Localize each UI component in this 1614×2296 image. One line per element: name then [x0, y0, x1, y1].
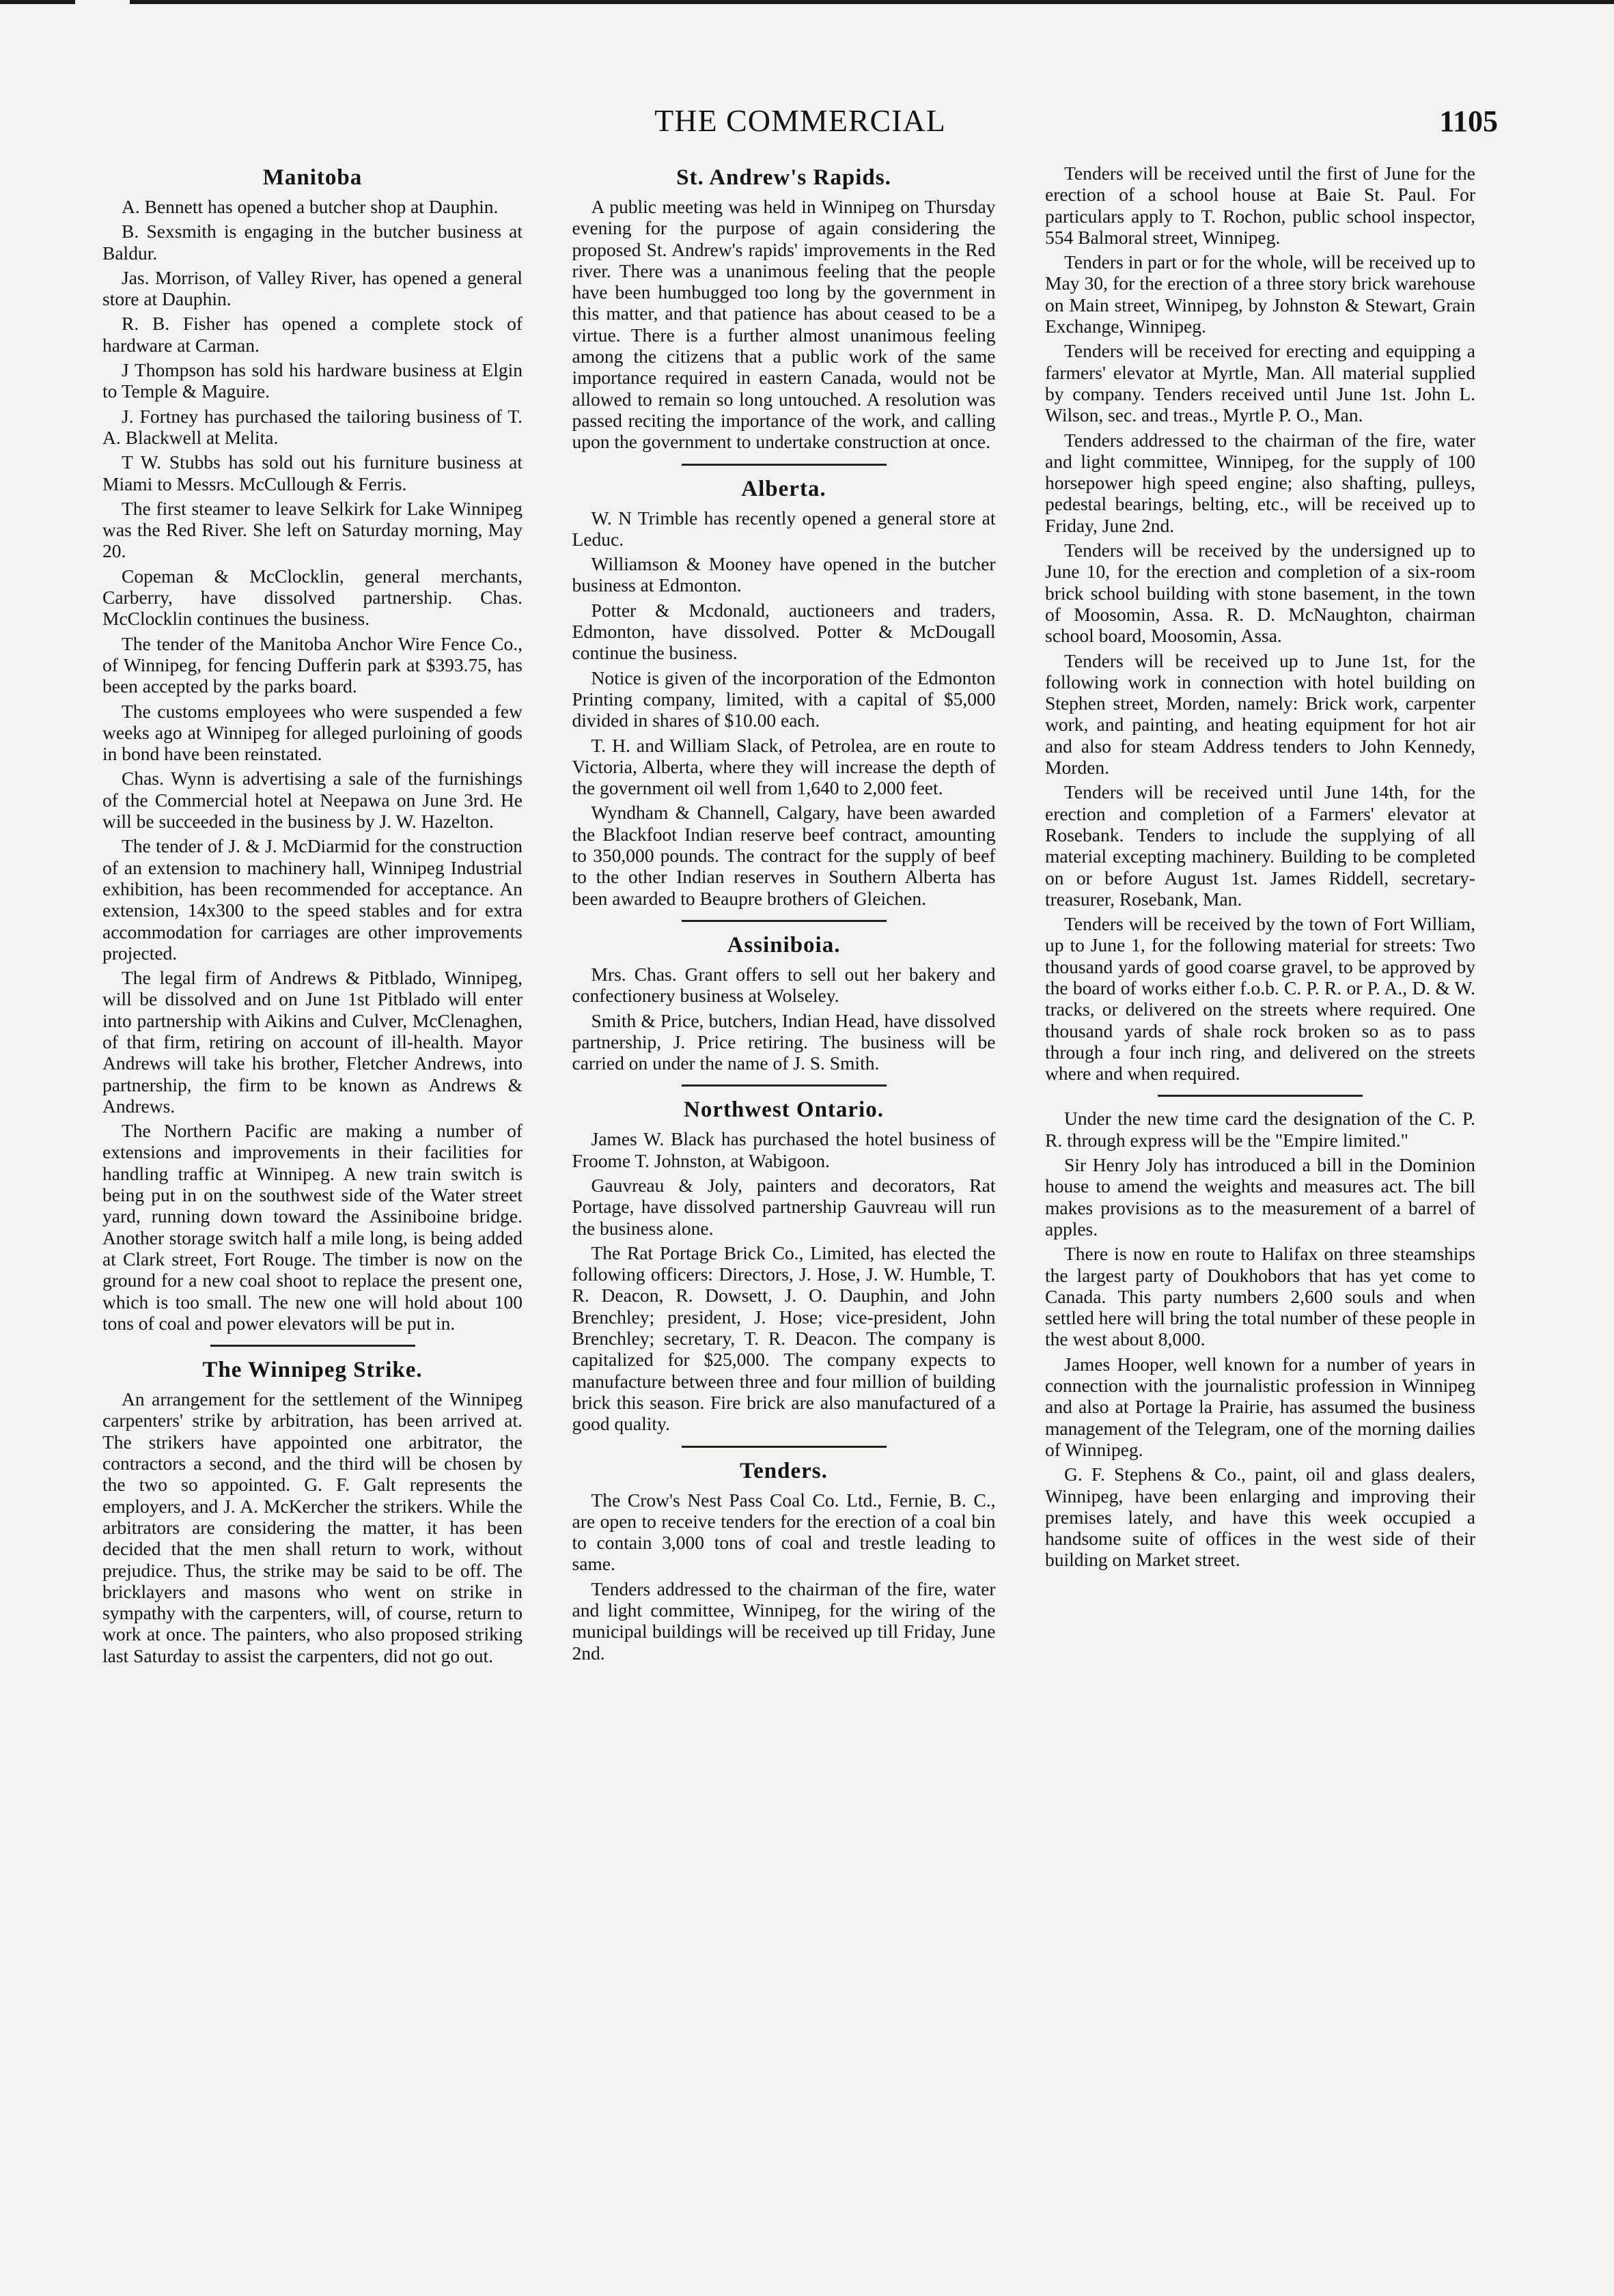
article-section: [572, 477, 996, 909]
article-section: [572, 165, 996, 453]
column-2: [572, 163, 996, 2252]
news-item: The Crow's Nest Pass Coal Co. Ltd., Fernie, B. C., are open to receive tenders for the erection of a coal bin to contain 3,000 tons of coal and trestle leading to same.: [572, 1489, 996, 1575]
news-item: The tender of J. & J. McDiarmid for the construction of an extension to machinery hall, Winnipeg Industrial exhibition, has been recommended for acceptance. An extension, 14x300 to the speed stables and for extra accommodation for carriages are other improvements projected.: [102, 835, 523, 964]
section-divider: [682, 920, 887, 922]
article-section: [1045, 163, 1475, 1084]
news-item: R. B. Fisher has opened a complete stock of hardware at Carman.: [102, 313, 523, 356]
news-item: T. H. and William Slack, of Petrolea, are en route to Victoria, Alberta, where they will increase the depth of the government oil well from 1,640 to 2,000 feet.: [572, 734, 996, 799]
news-item: Mrs. Chas. Grant offers to sell out her bakery and confectionery business at Wolseley.: [572, 963, 996, 1007]
article-section: [102, 1358, 523, 1666]
section-heading: Tenders.: [740, 1458, 828, 1483]
news-item: T W. Stubbs has sold out his furniture business at Miami to Messrs. McCullough & Ferris.: [102, 451, 523, 494]
news-item: Under the new time card the designation of the C. P. R. through express will be the "Empire limited.": [1045, 1108, 1475, 1151]
news-item: Tenders will be received until June 14th, for the erection and completion of a Farmers' elevator at Rosebank. Tenders to include the supplying of all material excepting machinery. Building to be completed on or before August 1st. James Riddell, secretary-treasurer, Rosebank, Man.: [1045, 781, 1475, 910]
top-border-line: [0, 0, 1614, 4]
page-header: [102, 102, 1498, 157]
section-heading: Manitoba: [262, 165, 363, 190]
article-section: [1045, 1108, 1475, 1570]
section-divider: [1158, 1095, 1363, 1097]
news-item: Gauvreau & Joly, painters and decorators, Rat Portage, have dissolved partnership Gauvreau will run the business alone.: [572, 1174, 996, 1239]
news-item: Wyndham & Channell, Calgary, have been awarded the Blackfoot Indian reserve beef contract, amounting to 350,000 pounds. The contract for the supply of beef to the other Indian reserves in Southern Alberta has been awarded to Beaupre brothers of Gleichen.: [572, 802, 996, 909]
news-item: The legal firm of Andrews & Pitblado, Winnipeg, will be dissolved and on June 1st Pitblado will enter into partnership with Aikins and Culver, McClenaghen, of that firm, retiring on account of ill-health. Mayor Andrews will take his brother, Fletcher Andrews, into partnership, the firm to be known as Andrews & Andrews.: [102, 967, 523, 1117]
news-item: Williamson & Mooney have opened in the butcher business at Edmonton.: [572, 553, 996, 596]
news-item: Copeman & McClocklin, general merchants, Carberry, have dissolved partnership. Chas. McClocklin continues the business.: [102, 565, 523, 630]
news-item: Tenders will be received by the undersigned up to June 10, for the erection and completion of a six-room brick school building with stone basement, in the town of Moosomin, Assa. R. D. McNaughton, chairman school board, Moosomin, Assa.: [1045, 540, 1475, 647]
news-item: Tenders addressed to the chairman of the fire, water and light committee, Winnipeg, for the wiring of the municipal buildings will be received up till Friday, June 2nd.: [572, 1578, 996, 1664]
article-section: [572, 1097, 996, 1434]
news-item: An arrangement for the settlement of the Winnipeg carpenters' strike by arbitration, has been arrived at. The strikers have appointed one arbitrator, the contractors a second, and the third will be chosen by the two so appointed. G. F. Galt represents the employers, and J. A. McKercher the strikers. While the arbitrators are considering the matter, it has been decided that the men shall return to work, without prejudice. Thus, the strike may be said to be off. The bricklayers and masons who went on strike in sympathy with the carpenters, will, of course, return to work at once. The painters, who also proposed striking last Saturday to assist the carpenters, did not go out.: [102, 1388, 523, 1666]
news-item: Tenders will be received until the first of June for the erection of a school house at Baie St. Paul. For particulars apply to T. Rochon, public school inspector, 554 Balmoral street, Winnipeg.: [1045, 163, 1475, 248]
section-heading: St. Andrew's Rapids.: [676, 165, 891, 190]
news-item: J. Fortney has purchased the tailoring business of T. A. Blackwell at Melita.: [102, 405, 523, 448]
news-item: G. F. Stephens & Co., paint, oil and glass dealers, Winnipeg, have been enlarging and improving their premises lately, and have this week occupied a handsome suite of offices in the west side of their building on Market street.: [1045, 1464, 1475, 1571]
page-number: 1105: [1439, 104, 1498, 138]
article-section: [102, 165, 523, 1334]
news-item: Notice is given of the incorporation of the Edmonton Printing company, limited, with a capital of $5,000 divided in shares of $10.00 each.: [572, 667, 996, 731]
section-divider: [682, 1084, 887, 1087]
news-item: Chas. Wynn is advertising a sale of the furnishings of the Commercial hotel at Neepawa on June 3rd. He will be succeeded in the business by J. W. Hazelton.: [102, 768, 523, 832]
column-3: [1045, 163, 1475, 2252]
section-divider: [682, 464, 887, 466]
section-heading: The Winnipeg Strike.: [202, 1358, 423, 1383]
news-item: W. N Trimble has recently opened a general store at Leduc.: [572, 507, 996, 550]
article-section: [572, 933, 996, 1074]
news-item: A public meeting was held in Winnipeg on Thursday evening for the purpose of again considering the proposed St. Andrew's rapids' improvements in the Red river. There was a unanimous feeling that the people have been humbugged too long by the government in this matter, and that patience has about ceased to be a virtue. There is a further almost unanimous feeling among the citizens that a public work of the same importance required in eastern Canada, would not be allowed to remain so long untouched. A resolution was passed reciting the importance of the work, and calling upon the government to undertake construction at once.: [572, 196, 996, 453]
news-item: The first steamer to leave Selkirk for Lake Winnipeg was the Red River. She left on Saturday morning, May 20.: [102, 497, 523, 562]
news-item: The Rat Portage Brick Co., Limited, has elected the following officers: Directors, J. Hose, J. W. Humble, T. R. Deacon, R. Dowsett, J. O. Dauphin, and John Brenchley; president, J. Hose; vice-president, John Brenchley; secretary, T. R. Deacon. The company is capitalized for $25,000. The company expects to manufacture between three and four million of building brick this season. Fire brick are also manufactured of a good quality.: [572, 1242, 996, 1435]
news-item: Tenders will be received up to June 1st, for the following work in connection with hotel building on Stephen street, Morden, namely: Brick work, carpenter work, and painting, and heating equipment for hot air and also for steam Address tenders to John Kennedy, Morden.: [1045, 649, 1475, 779]
article-section: [572, 1459, 996, 1664]
news-item: James Hooper, well known for a number of years in connection with the journalistic profession in Winnipeg and also at Portage la Prairie, has assumed the business management of the Telegram, one of the morning dailies of Winnipeg.: [1045, 1353, 1475, 1460]
news-item: The Northern Pacific are making a number of extensions and improvements in their facilities for handling traffic at Winnipeg. A new train switch is being put in on the southwest side of the Water street yard, running down toward the Assiniboine bridge. Another storage switch half a mile long, is being added at Clark street, Fort Rouge. The timber is now on the ground for a new coal shoot to replace the present one, which is too small. The new one will hold about 100 tons of coal and power elevators will be put in.: [102, 1120, 523, 1334]
section-heading: Alberta.: [741, 476, 826, 501]
news-item: B. Sexsmith is engaging in the butcher business at Baldur.: [102, 221, 523, 264]
page-title: THE COMMERCIAL: [654, 103, 946, 138]
news-item: Tenders addressed to the chairman of the fire, water and light committee, Winnipeg, for the supply of 100 horsepower high speed engine; also shafting, pulleys, pedestal bearings, belting, etc., will be received up to Friday, June 2nd.: [1045, 429, 1475, 536]
news-item: J Thompson has sold his hardware business at Elgin to Temple & Maguire.: [102, 359, 523, 402]
article-columns: [102, 163, 1475, 2252]
news-item: Potter & Mcdonald, auctioneers and traders, Edmonton, have dissolved. Potter & McDougall continue the business.: [572, 599, 996, 664]
news-item: Tenders will be received by the town of Fort William, up to June 1, for the following material for streets: Two thousand yards of good coarse gravel, to be approved by the board of works either f.o.b. C. P. R. or P. A., D. & W. tracks, or delivered on the streets where required. One thousand yards of shale rock broken so as to pass through a four inch ring, and delivered on the streets where and when required.: [1045, 913, 1475, 1084]
section-heading: Northwest Ontario.: [684, 1097, 884, 1123]
news-item: A. Bennett has opened a butcher shop at Dauphin.: [122, 196, 499, 217]
news-item: Tenders will be received for erecting and equipping a farmers' elevator at Myrtle, Man. All material supplied by company. Tenders received until June 1st. John L. Wilson, sec. and treas., Myrtle P. O., Man.: [1045, 340, 1475, 426]
news-item: Jas. Morrison, of Valley River, has opened a general store at Dauphin.: [102, 266, 523, 310]
news-item: Smith & Price, butchers, Indian Head, have dissolved partnership, J. Price retiring. The business will be carried on under the name of J. S. Smith.: [572, 1009, 996, 1074]
section-divider: [210, 1345, 415, 1347]
news-item: Tenders in part or for the whole, will be received up to May 30, for the erection of a three story brick warehouse on Main street, Winnipeg, by Johnston & Stewart, Grain Exchange, Winnipeg.: [1045, 251, 1475, 337]
news-item: The tender of the Manitoba Anchor Wire Fence Co., of Winnipeg, for fencing Dufferin park at $393.75, has been accepted by the parks board.: [102, 632, 523, 697]
news-item: There is now en route to Halifax on three steamships the largest party of Doukhobors that has yet come to Canada. This party numbers 2,600 souls and when settled here will bring the total number of these people in the west about 8,000.: [1045, 1243, 1475, 1350]
news-item: The customs employees who were suspended a few weeks ago at Winnipeg for alleged purloining of goods in bond have been reinstated.: [102, 700, 523, 765]
news-item: Sir Henry Joly has introduced a bill in the Dominion house to amend the weights and measures act. The bill makes provisions as to the measurement of a barrel of apples.: [1045, 1154, 1475, 1240]
column-1: [102, 163, 523, 2252]
section-heading: Assiniboia.: [727, 932, 841, 957]
section-divider: [682, 1446, 887, 1448]
news-item: James W. Black has purchased the hotel business of Froome T. Johnston, at Wabigoon.: [572, 1128, 996, 1171]
